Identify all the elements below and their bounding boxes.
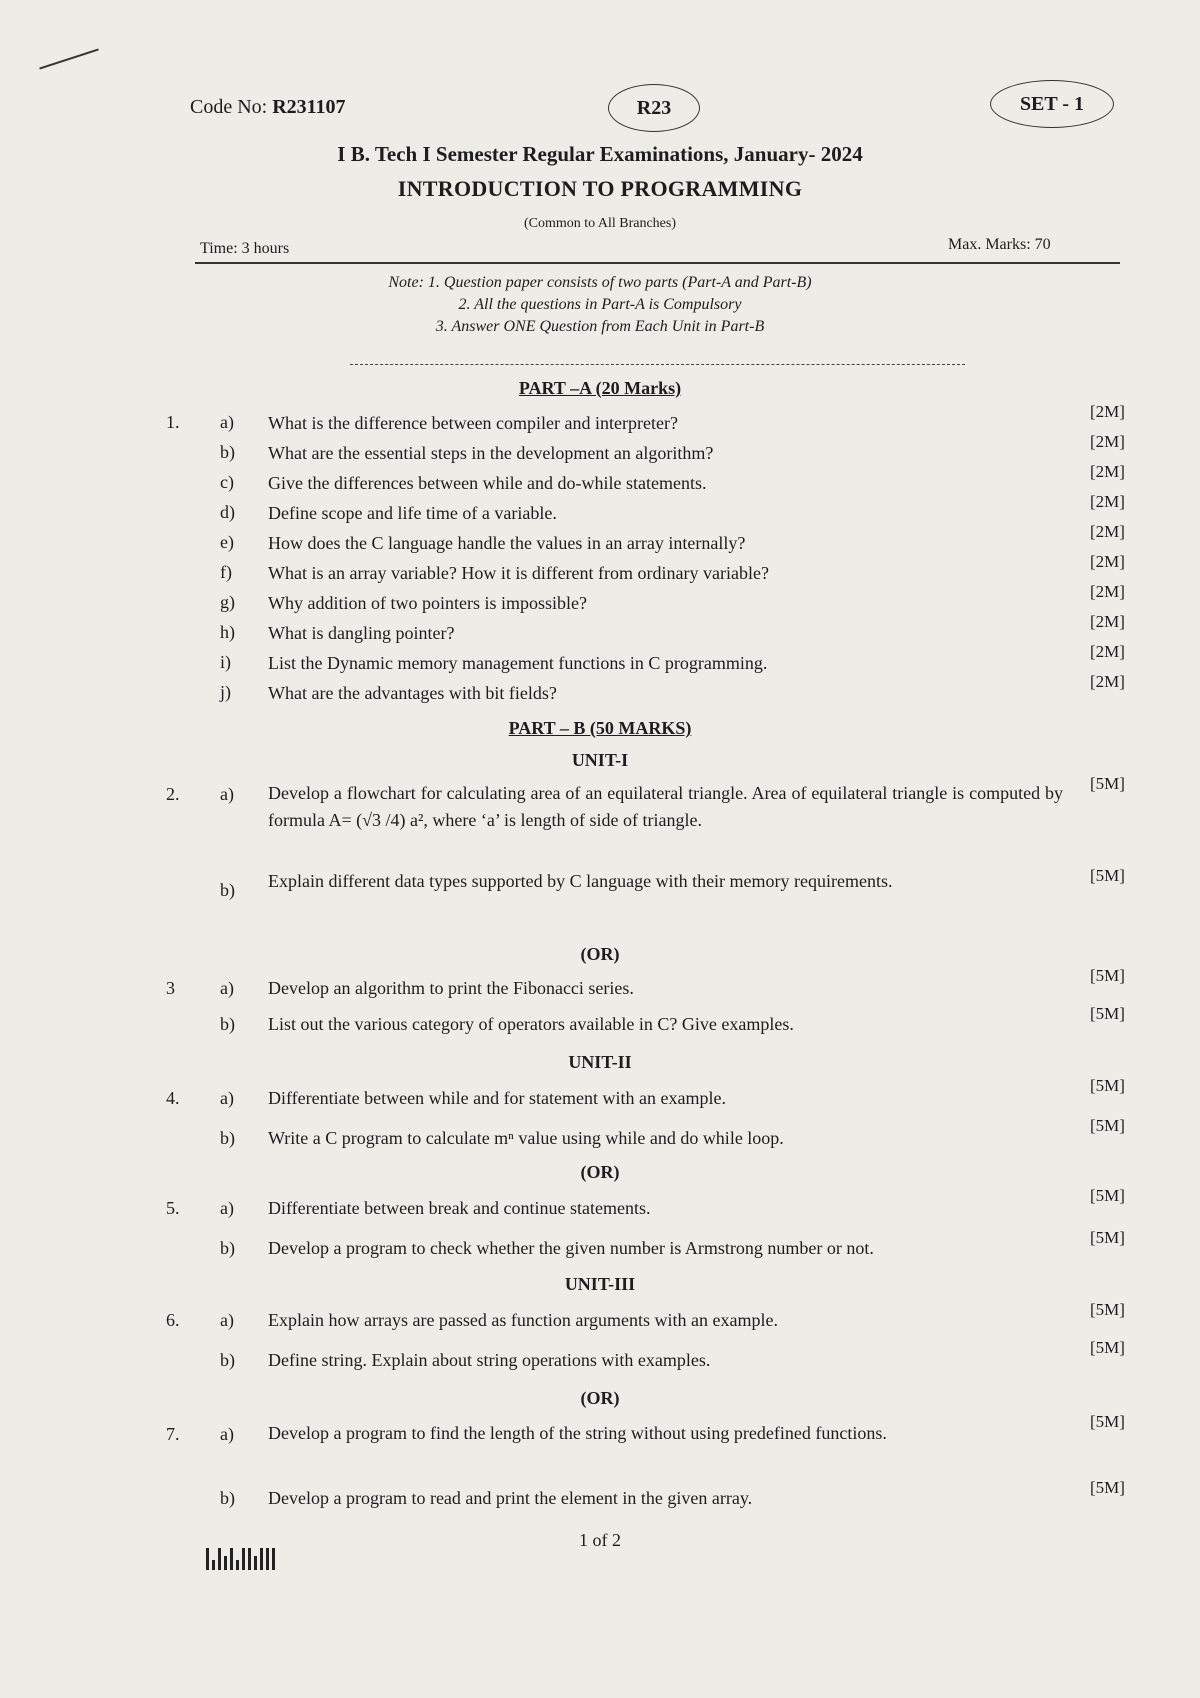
exam-title: I B. Tech I Semester Regular Examinations, January- 2024 [337,142,863,166]
sub-label: b) [220,1238,235,1258]
sub-label: b) [220,1350,235,1370]
or-separator: (OR) [580,1162,620,1182]
code-number: Code No: R231107 [190,96,346,118]
time-duration: Time: 3 hours [200,240,290,257]
sub-label: f) [220,562,232,582]
marks-label: [2M] [1090,642,1125,661]
marks-label: [5M] [1090,1300,1125,1319]
regulation-badge: R23 [608,84,700,132]
marks-label: [2M] [1090,462,1125,481]
part-a-title: PART –A (20 Marks) [518,378,682,398]
marks-label: [2M] [1090,612,1125,631]
sub-label: c) [220,472,234,492]
question-text: Write a C program to calculate mⁿ value using while and do while loop. [268,1128,784,1148]
max-marks: Max. Marks: 70 [948,236,1051,253]
sub-label: a) [220,1088,234,1108]
sub-label: a) [220,412,234,432]
question-text: What is dangling pointer? [268,623,455,643]
marks-label: [2M] [1090,402,1125,421]
unit-heading: UNIT-II [568,1052,632,1072]
question-text: Explain different data types supported by C language with their memory requirements. [268,871,893,891]
sub-label: g) [220,592,235,612]
sub-label: a) [220,784,234,804]
sub-label: b) [220,1488,235,1508]
note-line: 3. Answer ONE Question from Each Unit in Part-B [435,318,765,335]
dashed-rule [350,364,965,365]
sub-label: j) [220,682,231,702]
question-text: Develop a flowchart for calculating area of an equilateral triangle. Area of equilateral triangle is computed by formula A= (√3 /4) a², where ‘a’ is length of side of triangle. [268,783,1063,830]
question-text: What are the advantages with bit fields? [268,683,557,703]
question-text: Differentiate between while and for statement with an example. [268,1088,726,1108]
sub-label: i) [220,652,231,672]
question-text: What is the difference between compiler and interpreter? [268,413,678,433]
sub-label: a) [220,1310,234,1330]
question-text: Differentiate between break and continue statements. [268,1198,651,1218]
note-line: 2. All the questions in Part-A is Compulsory [458,296,742,313]
marks-label: [5M] [1090,774,1125,793]
marks-label: [2M] [1090,432,1125,451]
question-number: 1. [166,412,180,432]
marks-label: [2M] [1090,552,1125,571]
marks-label: [2M] [1090,522,1125,541]
marks-label: [5M] [1090,1116,1125,1135]
question-number: 7. [166,1424,180,1444]
or-separator: (OR) [580,944,620,964]
question-text: List the Dynamic memory management functions in C programming. [268,653,768,673]
question-number: 5. [166,1198,180,1218]
question-number: 2. [166,784,180,804]
page-number: 1 of 2 [579,1530,621,1550]
sub-label: a) [220,978,234,998]
question-text: Develop an algorithm to print the Fibonacci series. [268,978,634,998]
marks-label: [5M] [1090,1004,1125,1023]
sub-label: b) [220,880,235,900]
set-badge: SET - 1 [990,80,1114,128]
sub-label: b) [220,1014,235,1034]
common-to-branches: (Common to All Branches) [523,216,677,231]
question-text: Develop a program to find the length of the string without using predefined functions. [268,1423,887,1443]
subject-title: INTRODUCTION TO PROGRAMMING [397,176,803,201]
marks-label: [5M] [1090,1186,1125,1205]
question-text: What is an array variable? How it is different from ordinary variable? [268,563,769,583]
sub-label: b) [220,1128,235,1148]
question-text: How does the C language handle the values in an array internally? [268,533,746,553]
question-text: Develop a program to check whether the given number is Armstrong number or not. [268,1238,874,1258]
unit-heading: UNIT-I [571,750,629,770]
sub-label: b) [220,442,235,462]
question-text: Explain how arrays are passed as function arguments with an example. [268,1310,779,1330]
question-text: Why addition of two pointers is impossible? [268,593,587,613]
sub-label: a) [220,1198,234,1218]
question-text: Define string. Explain about string operations with examples. [268,1350,711,1370]
marks-label: [5M] [1090,1412,1125,1431]
question-text: What are the essential steps in the development an algorithm? [268,443,714,463]
question-number: 3 [166,978,175,998]
marks-label: [5M] [1090,866,1125,885]
sub-label: a) [220,1424,234,1444]
sub-label: e) [220,532,234,552]
marks-label: [5M] [1090,1338,1125,1357]
pen-mark [39,48,99,69]
header-row [190,92,1120,132]
marks-label: [5M] [1090,1478,1125,1497]
or-separator: (OR) [580,1388,620,1408]
marks-label: [5M] [1090,1228,1125,1247]
marks-label: [5M] [1090,966,1125,985]
marks-label: [2M] [1090,492,1125,511]
marks-label: [5M] [1090,1076,1125,1095]
question-text: Develop a program to read and print the element in the given array. [268,1488,753,1508]
barcode-image [206,1548,275,1570]
question-number: 6. [166,1310,180,1330]
header-rule [195,262,1120,264]
note-line: Note: 1. Question paper consists of two parts (Part-A and Part-B) [388,274,812,291]
sub-label: h) [220,622,235,642]
part-b-title: PART – B (50 MARKS) [508,718,692,738]
unit-heading: UNIT-III [564,1274,636,1294]
marks-label: [2M] [1090,672,1125,691]
question-text: List out the various category of operators available in C? Give examples. [268,1014,794,1034]
sub-label: d) [220,502,235,522]
question-text: Give the differences between while and do-while statements. [268,473,707,493]
question-number: 4. [166,1088,180,1108]
marks-label: [2M] [1090,582,1125,601]
question-text: Define scope and life time of a variable. [268,503,557,523]
instructions-note [0,272,1200,338]
